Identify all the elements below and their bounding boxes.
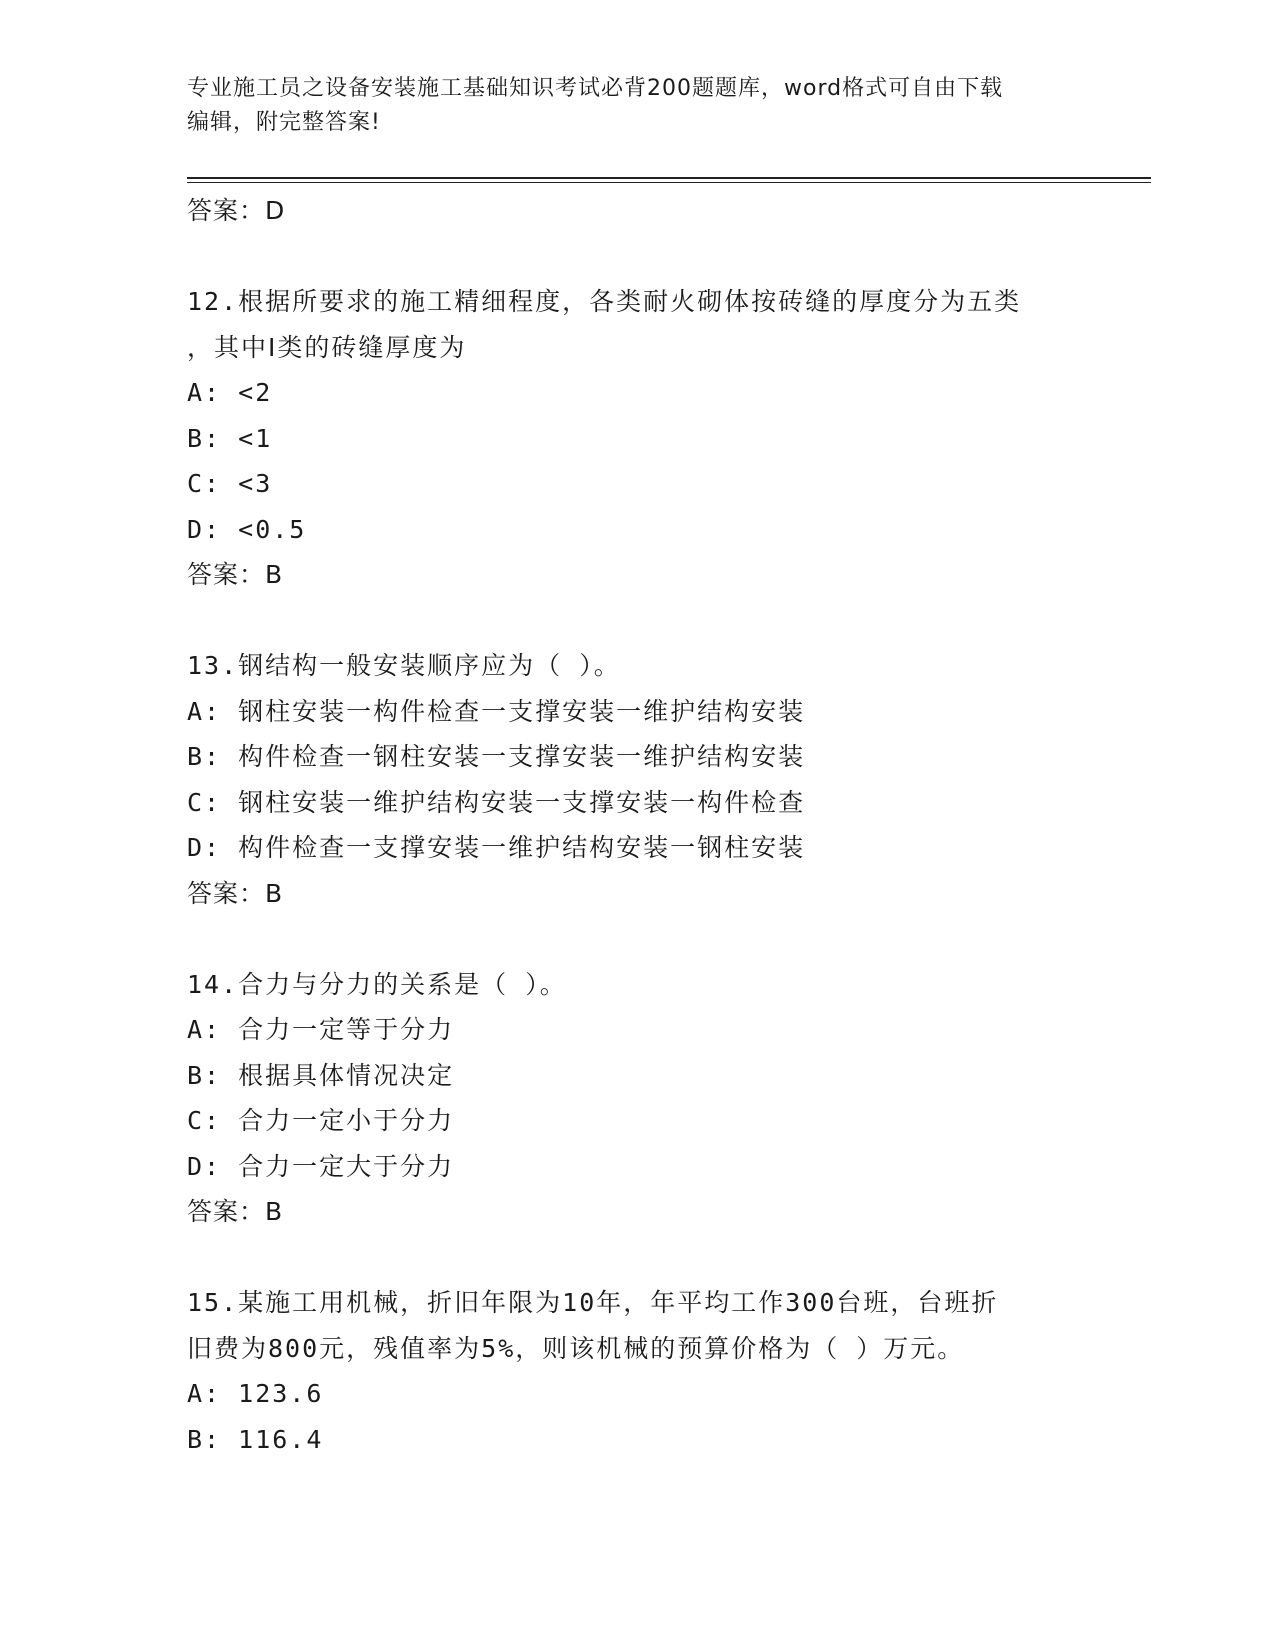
option-b: B: <1 xyxy=(187,423,273,453)
question-list xyxy=(187,188,1087,1462)
question-15 xyxy=(187,1280,1087,1462)
document-header xyxy=(187,72,1087,140)
option-c: C: <3 xyxy=(187,469,273,498)
spacer xyxy=(187,598,1087,644)
question-text: 15.某施工用机械，折旧年限为10年，年平均工作300台班，台班折 xyxy=(187,1288,999,1317)
option-b: B: 根据具体情况决定 xyxy=(187,1060,455,1090)
option-d: D: 构件检查一支撑安装一维护结构安装一钢柱安装 xyxy=(187,833,806,862)
spacer xyxy=(187,916,1087,962)
header-title-line-2: 编辑，附完整答案! xyxy=(187,110,381,135)
option-c: C: 钢柱安装一维护结构安装一支撑安装一构件检查 xyxy=(187,787,806,817)
option-a: A: 合力一定等于分力 xyxy=(187,1015,455,1044)
spacer xyxy=(187,1235,1087,1281)
question-text: 13.钢结构一般安装顺序应为（ ）。 xyxy=(187,651,621,680)
answer: 答案：B xyxy=(187,1197,284,1226)
answer: 答案：B xyxy=(187,560,284,589)
spacer xyxy=(187,234,1087,280)
option-c: C: 合力一定小于分力 xyxy=(187,1106,455,1135)
header-rule-thick xyxy=(187,177,1151,179)
option-a: A: 123.6 xyxy=(187,1379,324,1408)
option-b: B: 116.4 xyxy=(187,1424,324,1454)
option-a: A: <2 xyxy=(187,378,273,407)
option-a: A: 钢柱安装一构件检查一支撑安装一维护结构安装 xyxy=(187,696,806,726)
question-12 xyxy=(187,279,1087,598)
answer: 答案：B xyxy=(187,878,284,908)
option-b: B: 构件检查一钢柱安装一支撑安装一维护结构安装 xyxy=(187,742,806,771)
previous-answer: 答案：D xyxy=(187,196,286,225)
question-text: ，其中Ⅰ类的砖缝厚度为 xyxy=(187,332,467,362)
question-text: 旧费为800元，残值率为5%，则该机械的预算价格为（ ）万元。 xyxy=(187,1333,965,1363)
header-title-line-1: 专业施工员之设备安装施工基础知识考试必背200题题库，word格式可自由下载 xyxy=(187,76,1004,101)
question-text: 14.合力与分力的关系是（ ）。 xyxy=(187,969,567,999)
option-d: D: 合力一定大于分力 xyxy=(187,1151,455,1181)
header-rule-thin xyxy=(187,182,1151,183)
option-d: D: <0.5 xyxy=(187,514,307,544)
question-13 xyxy=(187,643,1087,916)
question-14 xyxy=(187,962,1087,1235)
question-text: 12.根据所要求的施工精细程度，各类耐火砌体按砖缝的厚度分为五类 xyxy=(187,287,1022,316)
